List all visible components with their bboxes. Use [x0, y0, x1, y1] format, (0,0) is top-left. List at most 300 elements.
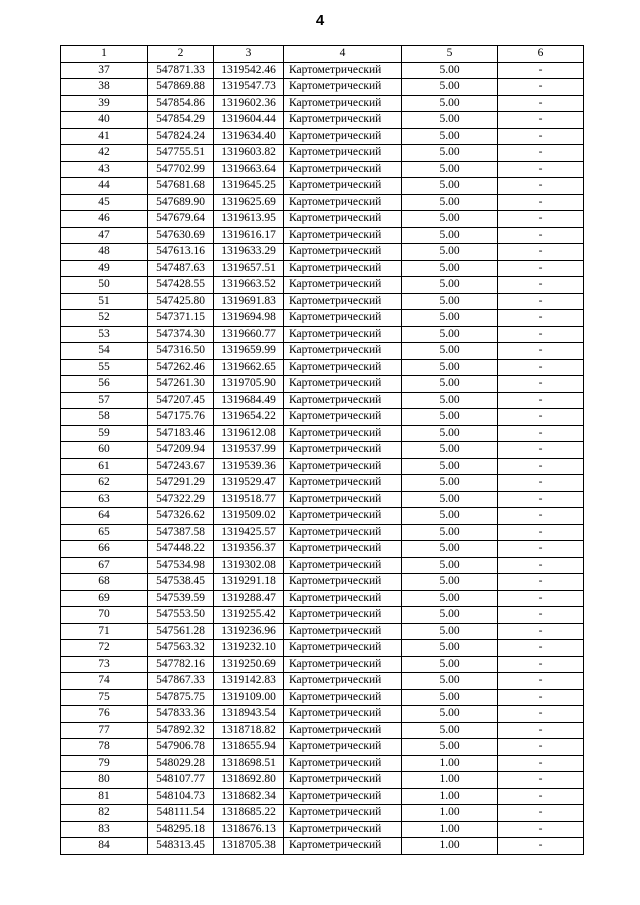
cell-y: 1319691.83	[214, 293, 284, 310]
cell-y: 1319616.17	[214, 227, 284, 244]
cell-y: 1319694.98	[214, 310, 284, 327]
cell-accuracy: 5.00	[402, 607, 498, 624]
cell-method: Картометрический	[284, 145, 402, 162]
cell-accuracy: 5.00	[402, 211, 498, 228]
table-row	[61, 805, 584, 822]
cell-x: 547833.36	[148, 706, 214, 723]
cell-x: 547630.69	[148, 227, 214, 244]
cell-method: Картометрический	[284, 524, 402, 541]
cell-point: 57	[61, 392, 148, 409]
cell-method: Картометрический	[284, 128, 402, 145]
cell-x: 547869.88	[148, 79, 214, 96]
cell-y: 1319142.83	[214, 673, 284, 690]
cell-x: 547448.22	[148, 541, 214, 558]
cell-method: Картометрический	[284, 706, 402, 723]
cell-x: 547681.68	[148, 178, 214, 195]
cell-description: -	[498, 640, 584, 657]
cell-x: 548107.77	[148, 772, 214, 789]
header-cell-description: 6	[498, 46, 584, 63]
table-row	[61, 623, 584, 640]
cell-y: 1319645.25	[214, 178, 284, 195]
table-row	[61, 524, 584, 541]
cell-description: -	[498, 376, 584, 393]
table-row	[61, 310, 584, 327]
cell-method: Картометрический	[284, 772, 402, 789]
cell-y: 1318718.82	[214, 722, 284, 739]
cell-description: -	[498, 62, 584, 79]
cell-description: -	[498, 442, 584, 459]
table-row	[61, 244, 584, 261]
page-number: 4	[315, 12, 325, 29]
cell-accuracy: 1.00	[402, 788, 498, 805]
cell-description: -	[498, 95, 584, 112]
cell-point: 69	[61, 590, 148, 607]
cell-method: Картометрический	[284, 574, 402, 591]
cell-accuracy: 1.00	[402, 821, 498, 838]
cell-accuracy: 5.00	[402, 491, 498, 508]
cell-method: Картометрический	[284, 194, 402, 211]
table-row	[61, 112, 584, 129]
cell-y: 1318943.54	[214, 706, 284, 723]
cell-y: 1318685.22	[214, 805, 284, 822]
cell-accuracy: 5.00	[402, 656, 498, 673]
cell-y: 1319288.47	[214, 590, 284, 607]
cell-accuracy: 5.00	[402, 425, 498, 442]
table-row	[61, 475, 584, 492]
cell-description: -	[498, 772, 584, 789]
cell-point: 45	[61, 194, 148, 211]
cell-x: 547487.63	[148, 260, 214, 277]
cell-point: 40	[61, 112, 148, 129]
table-row	[61, 95, 584, 112]
table-row	[61, 739, 584, 756]
cell-point: 65	[61, 524, 148, 541]
cell-description: -	[498, 788, 584, 805]
cell-y: 1318676.13	[214, 821, 284, 838]
table-row	[61, 343, 584, 360]
table-row	[61, 277, 584, 294]
cell-accuracy: 5.00	[402, 409, 498, 426]
cell-method: Картометрический	[284, 722, 402, 739]
cell-point: 42	[61, 145, 148, 162]
cell-x: 547875.75	[148, 689, 214, 706]
cell-y: 1318682.34	[214, 788, 284, 805]
cell-description: -	[498, 475, 584, 492]
cell-y: 1318705.38	[214, 838, 284, 855]
cell-y: 1319547.73	[214, 79, 284, 96]
cell-x: 548295.18	[148, 821, 214, 838]
cell-y: 1319356.37	[214, 541, 284, 558]
table-row	[61, 359, 584, 376]
cell-point: 84	[61, 838, 148, 855]
cell-accuracy: 5.00	[402, 343, 498, 360]
cell-y: 1319250.69	[214, 656, 284, 673]
cell-x: 547175.76	[148, 409, 214, 426]
cell-method: Картометрический	[284, 557, 402, 574]
cell-x: 547425.80	[148, 293, 214, 310]
cell-y: 1319613.95	[214, 211, 284, 228]
cell-description: -	[498, 79, 584, 96]
cell-accuracy: 1.00	[402, 838, 498, 855]
cell-description: -	[498, 326, 584, 343]
cell-y: 1319705.90	[214, 376, 284, 393]
cell-y: 1319537.99	[214, 442, 284, 459]
table-row	[61, 706, 584, 723]
table-row	[61, 178, 584, 195]
table-row	[61, 656, 584, 673]
cell-y: 1319625.69	[214, 194, 284, 211]
cell-accuracy: 5.00	[402, 557, 498, 574]
cell-description: -	[498, 491, 584, 508]
table-row	[61, 491, 584, 508]
cell-y: 1319612.08	[214, 425, 284, 442]
cell-point: 66	[61, 541, 148, 558]
cell-y: 1319603.82	[214, 145, 284, 162]
cell-point: 74	[61, 673, 148, 690]
cell-x: 547561.28	[148, 623, 214, 640]
cell-method: Картометрический	[284, 112, 402, 129]
cell-accuracy: 5.00	[402, 689, 498, 706]
cell-accuracy: 5.00	[402, 623, 498, 640]
cell-accuracy: 1.00	[402, 755, 498, 772]
cell-point: 63	[61, 491, 148, 508]
cell-method: Картометрический	[284, 359, 402, 376]
cell-y: 1319660.77	[214, 326, 284, 343]
cell-method: Картометрический	[284, 392, 402, 409]
cell-method: Картометрический	[284, 590, 402, 607]
cell-y: 1319291.18	[214, 574, 284, 591]
cell-description: -	[498, 541, 584, 558]
cell-point: 67	[61, 557, 148, 574]
cell-y: 1319662.65	[214, 359, 284, 376]
cell-point: 37	[61, 62, 148, 79]
cell-method: Картометрический	[284, 376, 402, 393]
cell-y: 1318692.80	[214, 772, 284, 789]
table-row	[61, 293, 584, 310]
table-row	[61, 161, 584, 178]
cell-accuracy: 5.00	[402, 128, 498, 145]
cell-method: Картометрический	[284, 343, 402, 360]
cell-point: 46	[61, 211, 148, 228]
cell-accuracy: 1.00	[402, 805, 498, 822]
cell-x: 547854.86	[148, 95, 214, 112]
cell-accuracy: 5.00	[402, 310, 498, 327]
cell-description: -	[498, 673, 584, 690]
cell-description: -	[498, 821, 584, 838]
cell-method: Картометрический	[284, 739, 402, 756]
cell-point: 50	[61, 277, 148, 294]
cell-method: Картометрический	[284, 821, 402, 838]
cell-description: -	[498, 112, 584, 129]
cell-method: Картометрический	[284, 491, 402, 508]
cell-method: Картометрический	[284, 227, 402, 244]
cell-description: -	[498, 128, 584, 145]
cell-y: 1319602.36	[214, 95, 284, 112]
table-row	[61, 326, 584, 343]
cell-x: 547316.50	[148, 343, 214, 360]
cell-point: 44	[61, 178, 148, 195]
cell-accuracy: 5.00	[402, 178, 498, 195]
cell-description: -	[498, 458, 584, 475]
cell-method: Картометрический	[284, 310, 402, 327]
cell-method: Картометрический	[284, 326, 402, 343]
table-body	[61, 46, 584, 855]
cell-accuracy: 5.00	[402, 508, 498, 525]
cell-y: 1319657.51	[214, 260, 284, 277]
cell-x: 547553.50	[148, 607, 214, 624]
cell-point: 48	[61, 244, 148, 261]
cell-y: 1318698.51	[214, 755, 284, 772]
cell-method: Картометрический	[284, 805, 402, 822]
cell-x: 547428.55	[148, 277, 214, 294]
cell-point: 52	[61, 310, 148, 327]
cell-accuracy: 5.00	[402, 95, 498, 112]
cell-method: Картометрический	[284, 656, 402, 673]
cell-method: Картометрический	[284, 640, 402, 657]
cell-x: 547867.33	[148, 673, 214, 690]
cell-x: 547374.30	[148, 326, 214, 343]
cell-accuracy: 5.00	[402, 112, 498, 129]
cell-method: Картометрический	[284, 755, 402, 772]
cell-point: 58	[61, 409, 148, 426]
table-row	[61, 788, 584, 805]
cell-description: -	[498, 244, 584, 261]
cell-method: Картометрический	[284, 689, 402, 706]
cell-y: 1319529.47	[214, 475, 284, 492]
cell-accuracy: 5.00	[402, 359, 498, 376]
cell-description: -	[498, 178, 584, 195]
cell-y: 1319542.46	[214, 62, 284, 79]
cell-point: 68	[61, 574, 148, 591]
cell-accuracy: 5.00	[402, 244, 498, 261]
cell-accuracy: 5.00	[402, 590, 498, 607]
cell-point: 56	[61, 376, 148, 393]
cell-description: -	[498, 211, 584, 228]
cell-point: 71	[61, 623, 148, 640]
cell-method: Картометрический	[284, 475, 402, 492]
cell-method: Картометрический	[284, 409, 402, 426]
table-header-row	[61, 46, 584, 63]
cell-accuracy: 5.00	[402, 326, 498, 343]
cell-method: Картометрический	[284, 442, 402, 459]
cell-point: 73	[61, 656, 148, 673]
table-row	[61, 557, 584, 574]
cell-method: Картометрический	[284, 161, 402, 178]
cell-x: 548029.28	[148, 755, 214, 772]
cell-point: 39	[61, 95, 148, 112]
cell-description: -	[498, 343, 584, 360]
cell-y: 1319236.96	[214, 623, 284, 640]
cell-point: 80	[61, 772, 148, 789]
table-row	[61, 821, 584, 838]
table-row	[61, 673, 584, 690]
cell-x: 547371.15	[148, 310, 214, 327]
table-row	[61, 689, 584, 706]
table-row	[61, 260, 584, 277]
cell-x: 547892.32	[148, 722, 214, 739]
table-row	[61, 145, 584, 162]
table-row	[61, 541, 584, 558]
cell-point: 41	[61, 128, 148, 145]
cell-point: 83	[61, 821, 148, 838]
cell-point: 54	[61, 343, 148, 360]
cell-description: -	[498, 805, 584, 822]
cell-x: 547613.16	[148, 244, 214, 261]
cell-description: -	[498, 359, 584, 376]
cell-accuracy: 5.00	[402, 145, 498, 162]
cell-x: 547209.94	[148, 442, 214, 459]
cell-x: 547824.24	[148, 128, 214, 145]
cell-description: -	[498, 425, 584, 442]
cell-description: -	[498, 310, 584, 327]
table-row	[61, 755, 584, 772]
cell-x: 548111.54	[148, 805, 214, 822]
table-row	[61, 79, 584, 96]
cell-y: 1319109.00	[214, 689, 284, 706]
cell-x: 547539.59	[148, 590, 214, 607]
cell-x: 547261.30	[148, 376, 214, 393]
cell-accuracy: 5.00	[402, 475, 498, 492]
cell-description: -	[498, 293, 584, 310]
header-cell-accuracy: 5	[402, 46, 498, 63]
header-cell-x: 2	[148, 46, 214, 63]
cell-description: -	[498, 722, 584, 739]
cell-point: 72	[61, 640, 148, 657]
cell-description: -	[498, 392, 584, 409]
cell-x: 547782.16	[148, 656, 214, 673]
cell-description: -	[498, 706, 584, 723]
cell-method: Картометрический	[284, 508, 402, 525]
header-cell-method: 4	[284, 46, 402, 63]
cell-accuracy: 5.00	[402, 62, 498, 79]
cell-x: 547243.67	[148, 458, 214, 475]
cell-point: 62	[61, 475, 148, 492]
cell-y: 1319232.10	[214, 640, 284, 657]
cell-y: 1319255.42	[214, 607, 284, 624]
cell-x: 547702.99	[148, 161, 214, 178]
cell-method: Картометрический	[284, 607, 402, 624]
cell-point: 38	[61, 79, 148, 96]
cell-y: 1319302.08	[214, 557, 284, 574]
table-row	[61, 442, 584, 459]
cell-y: 1319663.52	[214, 277, 284, 294]
cell-description: -	[498, 277, 584, 294]
table-row	[61, 640, 584, 657]
cell-accuracy: 5.00	[402, 640, 498, 657]
cell-accuracy: 5.00	[402, 277, 498, 294]
table-row	[61, 62, 584, 79]
cell-description: -	[498, 145, 584, 162]
table-row	[61, 227, 584, 244]
cell-x: 547679.64	[148, 211, 214, 228]
cell-y: 1319539.36	[214, 458, 284, 475]
cell-x: 547871.33	[148, 62, 214, 79]
table-row	[61, 607, 584, 624]
table-row	[61, 128, 584, 145]
cell-accuracy: 5.00	[402, 227, 498, 244]
cell-description: -	[498, 689, 584, 706]
cell-description: -	[498, 508, 584, 525]
cell-description: -	[498, 409, 584, 426]
cell-y: 1318655.94	[214, 739, 284, 756]
cell-y: 1319654.22	[214, 409, 284, 426]
cell-description: -	[498, 656, 584, 673]
cell-x: 547291.29	[148, 475, 214, 492]
cell-description: -	[498, 194, 584, 211]
cell-point: 55	[61, 359, 148, 376]
cell-x: 547538.45	[148, 574, 214, 591]
cell-point: 70	[61, 607, 148, 624]
table-row	[61, 838, 584, 855]
cell-method: Картометрический	[284, 178, 402, 195]
cell-description: -	[498, 755, 584, 772]
table-row	[61, 772, 584, 789]
cell-description: -	[498, 623, 584, 640]
table-row	[61, 722, 584, 739]
cell-x: 547262.46	[148, 359, 214, 376]
cell-point: 81	[61, 788, 148, 805]
table-row	[61, 458, 584, 475]
cell-accuracy: 1.00	[402, 772, 498, 789]
cell-accuracy: 5.00	[402, 293, 498, 310]
cell-method: Картометрический	[284, 79, 402, 96]
cell-x: 547854.29	[148, 112, 214, 129]
cell-point: 64	[61, 508, 148, 525]
cell-point: 60	[61, 442, 148, 459]
cell-description: -	[498, 557, 584, 574]
cell-y: 1319684.49	[214, 392, 284, 409]
cell-accuracy: 5.00	[402, 442, 498, 459]
cell-method: Картометрический	[284, 623, 402, 640]
table-row	[61, 392, 584, 409]
table-row	[61, 376, 584, 393]
cell-point: 59	[61, 425, 148, 442]
cell-accuracy: 5.00	[402, 79, 498, 96]
cell-accuracy: 5.00	[402, 706, 498, 723]
cell-y: 1319509.02	[214, 508, 284, 525]
cell-description: -	[498, 574, 584, 591]
cell-accuracy: 5.00	[402, 194, 498, 211]
cell-method: Картометрический	[284, 277, 402, 294]
cell-method: Картометрический	[284, 62, 402, 79]
cell-method: Картометрический	[284, 211, 402, 228]
cell-method: Картометрический	[284, 260, 402, 277]
cell-point: 75	[61, 689, 148, 706]
cell-accuracy: 5.00	[402, 541, 498, 558]
cell-method: Картометрический	[284, 788, 402, 805]
cell-y: 1319663.64	[214, 161, 284, 178]
cell-y: 1319425.57	[214, 524, 284, 541]
coordinates-table	[60, 45, 584, 855]
cell-description: -	[498, 227, 584, 244]
cell-x: 547183.46	[148, 425, 214, 442]
cell-description: -	[498, 590, 584, 607]
cell-point: 76	[61, 706, 148, 723]
cell-point: 49	[61, 260, 148, 277]
cell-y: 1319633.29	[214, 244, 284, 261]
cell-y: 1319518.77	[214, 491, 284, 508]
table-row	[61, 590, 584, 607]
cell-accuracy: 5.00	[402, 376, 498, 393]
cell-x: 547906.78	[148, 739, 214, 756]
cell-point: 79	[61, 755, 148, 772]
cell-method: Картометрический	[284, 458, 402, 475]
cell-y: 1319659.99	[214, 343, 284, 360]
cell-x: 547326.62	[148, 508, 214, 525]
table-row	[61, 425, 584, 442]
table-row	[61, 211, 584, 228]
table-row	[61, 194, 584, 211]
